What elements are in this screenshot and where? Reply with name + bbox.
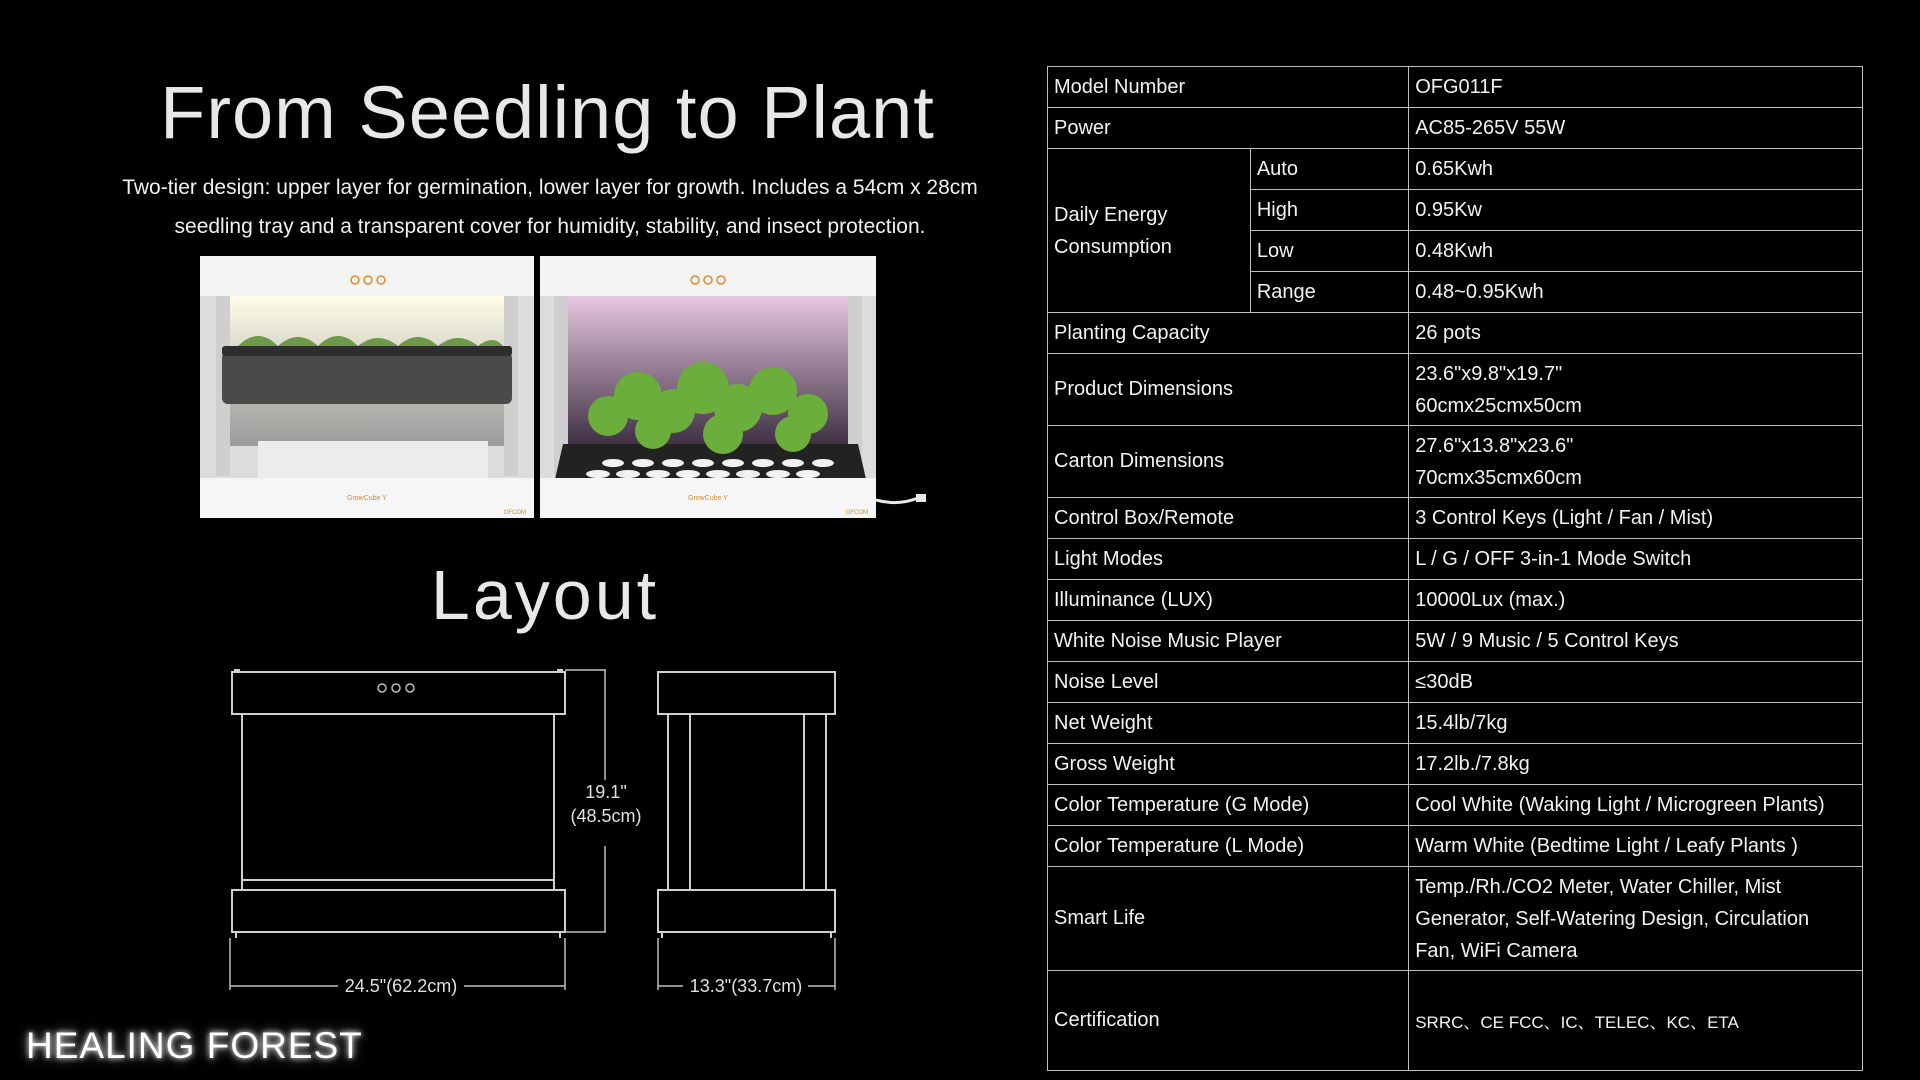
spec-value: 17.2lb./7.8kg	[1409, 744, 1863, 785]
spec-value: Warm White (Bedtime Light / Leafy Plants )	[1409, 826, 1863, 867]
layout-diagram	[220, 660, 860, 1000]
product-description: Two-tier design: upper layer for germination, lower layer for growth. Includes a 54cm x 28cm seedling tray and a transparent cover for humidity, stability, and insect protection.	[122, 176, 978, 238]
page-title: From Seedling to Plant	[160, 71, 935, 154]
spec-label: Power	[1048, 108, 1409, 149]
table-row	[1048, 539, 1863, 580]
spec-table	[1047, 66, 1863, 1071]
spec-label: Light Modes	[1048, 539, 1409, 580]
table-row	[1048, 580, 1863, 621]
spec-value	[1409, 426, 1863, 498]
spec-value: Cool White (Waking Light / Microgreen Plants)	[1409, 785, 1863, 826]
table-row	[1048, 826, 1863, 867]
spec-label-energy	[1048, 149, 1251, 313]
layout-heading: Layout	[430, 556, 660, 634]
smart-life-line: Generator, Self-Watering Design, Circulation	[1415, 907, 1810, 930]
smart-life-line: Fan, WiFi Camera	[1415, 939, 1578, 962]
product-dim-imperial: 23.6"x9.8"x19.7"	[1415, 362, 1563, 385]
spec-label: Gross Weight	[1048, 744, 1409, 785]
spec-value: 5W / 9 Music / 5 Control Keys	[1409, 621, 1863, 662]
brand-logo: HEALING FOREST	[26, 1025, 363, 1066]
table-row	[1048, 867, 1863, 971]
spec-value: OFG011F	[1409, 67, 1863, 108]
energy-mode: Range	[1250, 272, 1408, 313]
product-logo-right: OFCOM	[845, 510, 868, 516]
spec-label: Certification	[1048, 971, 1409, 1071]
spec-value: 3 Control Keys (Light / Fan / Mist)	[1409, 498, 1863, 539]
spec-value: 26 pots	[1409, 313, 1863, 354]
table-row	[1048, 744, 1863, 785]
product-label-left: GrowCube Y	[347, 495, 387, 502]
spec-value	[1409, 867, 1863, 971]
spec-value: 0.95Kw	[1409, 190, 1863, 231]
spec-label: Model Number	[1048, 67, 1409, 108]
energy-mode: High	[1250, 190, 1408, 231]
table-row	[1048, 621, 1863, 662]
product-image	[198, 256, 943, 526]
spec-label: Carton Dimensions	[1048, 426, 1409, 498]
table-row	[1048, 108, 1863, 149]
product-label-right: GrowCube Y	[688, 495, 728, 502]
height-dimension-cm: (48.5cm)	[570, 806, 642, 826]
table-row	[1048, 703, 1863, 744]
growth-unit	[540, 256, 926, 518]
spec-label: Planting Capacity	[1048, 313, 1409, 354]
table-row	[1048, 67, 1863, 108]
spec-label: Control Box/Remote	[1048, 498, 1409, 539]
spec-label: Product Dimensions	[1048, 354, 1409, 426]
width-dimension: 24.5"(62.2cm)	[344, 976, 458, 996]
spec-value: SRRC、CE FCC、IC、TELEC、KC、ETA	[1409, 971, 1863, 1071]
spec-value: 0.48Kwh	[1409, 231, 1863, 272]
carton-dim-metric: 70cmx35cmx60cm	[1415, 466, 1582, 489]
table-row	[1048, 426, 1863, 498]
table-row	[1048, 785, 1863, 826]
spec-label: Net Weight	[1048, 703, 1409, 744]
energy-mode: Auto	[1250, 149, 1408, 190]
table-row	[1048, 662, 1863, 703]
seedling-unit	[200, 256, 534, 518]
spec-label: Illuminance (LUX)	[1048, 580, 1409, 621]
energy-mode: Low	[1250, 231, 1408, 272]
spec-value: 0.65Kwh	[1409, 149, 1863, 190]
spec-label: White Noise Music Player	[1048, 621, 1409, 662]
table-row	[1048, 498, 1863, 539]
spec-value: 10000Lux (max.)	[1409, 580, 1863, 621]
depth-dimension: 13.3"(33.7cm)	[689, 976, 803, 996]
spec-label: Color Temperature (G Mode)	[1048, 785, 1409, 826]
spec-value	[1409, 354, 1863, 426]
product-dim-metric: 60cmx25cmx50cm	[1415, 394, 1582, 417]
spec-value: ≤30dB	[1409, 662, 1863, 703]
smart-life-line: Temp./Rh./CO2 Meter, Water Chiller, Mist	[1415, 875, 1782, 898]
table-row	[1048, 354, 1863, 426]
spec-value: L / G / OFF 3-in-1 Mode Switch	[1409, 539, 1863, 580]
spec-value: AC85-265V 55W	[1409, 108, 1863, 149]
energy-label: Daily Energy Consumption	[1054, 203, 1172, 258]
spec-label: Noise Level	[1048, 662, 1409, 703]
table-row	[1048, 313, 1863, 354]
table-row	[1048, 971, 1863, 1071]
spec-label: Color Temperature (L Mode)	[1048, 826, 1409, 867]
table-row	[1048, 149, 1863, 190]
spec-value: 0.48~0.95Kwh	[1409, 272, 1863, 313]
carton-dim-imperial: 27.6"x13.8"x23.6"	[1415, 434, 1574, 457]
product-logo-left: OFCOM	[503, 510, 526, 516]
spec-label: Smart Life	[1048, 867, 1409, 971]
height-dimension: 19.1"	[585, 782, 627, 802]
spec-value: 15.4lb/7kg	[1409, 703, 1863, 744]
